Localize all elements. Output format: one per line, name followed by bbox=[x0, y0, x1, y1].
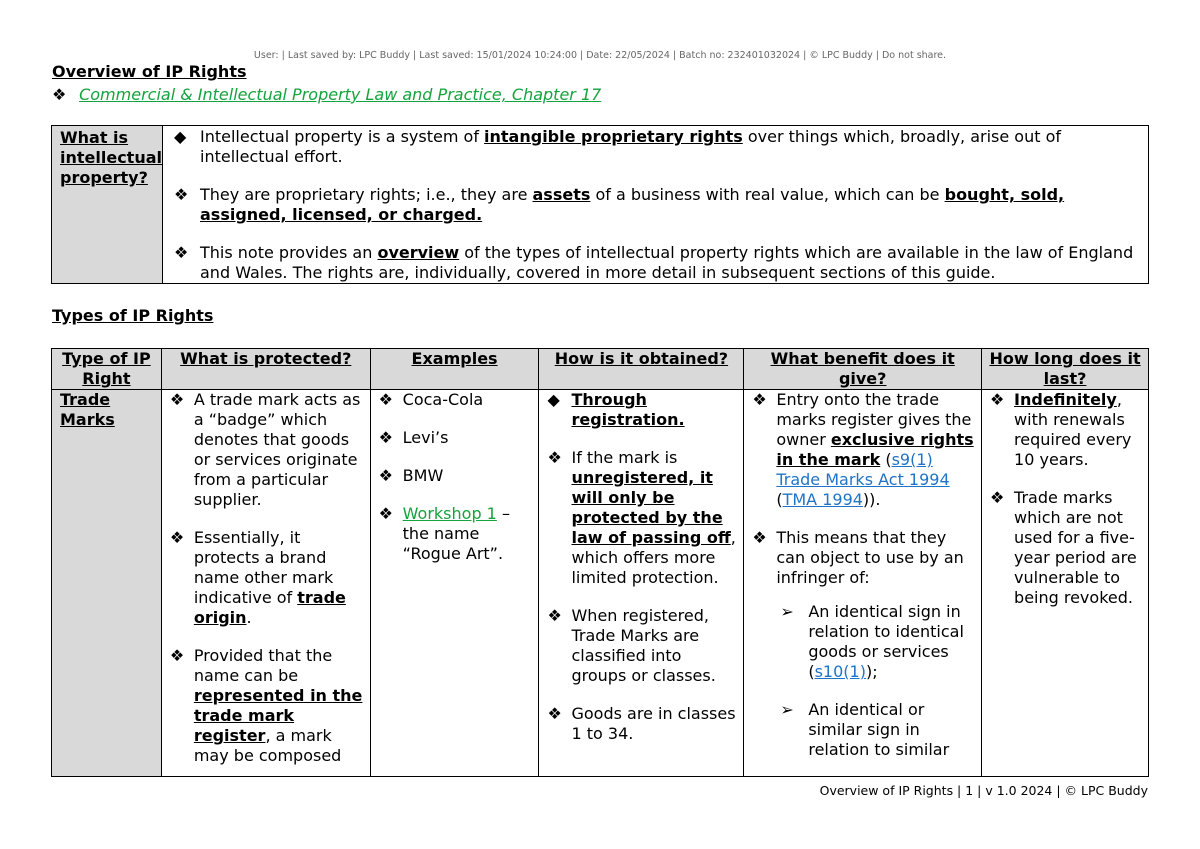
intro-heading: What is intellectual property? bbox=[52, 126, 163, 284]
clover-bullet-icon: ❖ bbox=[752, 528, 767, 547]
clover-bullet-icon: ❖ bbox=[378, 504, 393, 523]
clover-bullet-icon: ❖ bbox=[378, 466, 393, 485]
workshop-link[interactable]: Workshop 1 bbox=[402, 504, 497, 523]
col-header-type: Type of IP Right bbox=[52, 349, 162, 390]
tma-s9-link[interactable]: s9(1) Trade Marks Act 1994 bbox=[776, 450, 950, 489]
col-header-protected: What is protected? bbox=[161, 349, 370, 390]
cell-duration: ❖ Indefinitely, with renewals required every 10 years. ❖ Trade marks which are not used for a five-year period are vulnerable to being revoked. bbox=[982, 390, 1149, 777]
clover-bullet-icon: ❖ bbox=[378, 390, 393, 409]
clover-bullet-icon: ❖ bbox=[547, 704, 562, 723]
clover-bullet-icon: ❖ bbox=[378, 428, 393, 447]
row-heading-trade-marks: Trade Marks bbox=[52, 390, 162, 777]
cell-obtained: ◆ Through registration. ❖ If the mark is unregistered, it will only be protected by the law of passing off, which offers more limited protection. ❖ When registered, Trade Marks are classified into groups or classes. ❖ Goods are in classes 1 to 34. bbox=[539, 390, 744, 777]
intro-paragraph: ❖ This note provides an overview of the types of intellectual property rights which are available in the law of England and Wales. The rights are, individually, covered in more detail in subsequent sections of this guide. bbox=[171, 243, 1140, 283]
reference-line bbox=[52, 85, 601, 104]
clover-bullet-icon: ❖ bbox=[174, 185, 189, 204]
reference-link[interactable]: Commercial & Intellectual Property Law and Practice, Chapter 17 bbox=[79, 85, 602, 104]
document-meta-line: User: | Last saved by: LPC Buddy | Last saved: 15/01/2024 10:24:00 | Date: 22/05/2024 | Batch no: 232401032024 | © LPC Buddy | Do not share. bbox=[253, 50, 947, 61]
intro-paragraph: ❖ They are proprietary rights; i.e., they are assets of a business with real value, which can be bought, sold, assigned, licensed, or charged. bbox=[171, 185, 1140, 225]
page-footer: Overview of IP Rights | 1 | v 1.0 2024 | © LPC Buddy bbox=[819, 783, 1148, 798]
types-table bbox=[51, 348, 1149, 777]
diamond-bullet-icon: ◆ bbox=[174, 127, 187, 146]
intro-table bbox=[51, 125, 1149, 284]
table-row bbox=[52, 390, 1149, 777]
clover-bullet-icon: ❖ bbox=[547, 448, 562, 467]
intro-content bbox=[163, 126, 1149, 284]
col-header-duration: How long does it last? bbox=[982, 349, 1149, 390]
page-title: Overview of IP Rights bbox=[52, 62, 247, 81]
clover-bullet-icon: ❖ bbox=[169, 646, 185, 665]
clover-bullet-icon: ❖ bbox=[990, 390, 1005, 409]
col-header-benefit: What benefit does it give? bbox=[744, 349, 982, 390]
section-heading-types: Types of IP Rights bbox=[52, 306, 214, 325]
col-header-examples: Examples bbox=[370, 349, 539, 390]
clover-bullet-icon: ❖ bbox=[990, 488, 1005, 507]
cell-benefit: ❖ Entry onto the trade marks register gives the owner exclusive rights in the mark (s9(1) Trade Marks Act 1994 (TMA 1994)). ❖ This means that they can object to use by an infringer of: ➢ An identical sign in relation to identical goods or services (s10(1)); ➢ An identical or similar sign in relation to similar bbox=[744, 390, 982, 777]
cell-protected: ❖ A trade mark acts as a “badge” which denotes that goods or services originate from a particular supplier. ❖ Essentially, it protects a brand name other mark indicative of trade origin. ❖ Provided that the name can be represented in the trade mark register, a mark may be composed bbox=[161, 390, 370, 777]
arrow-bullet-icon: ➢ bbox=[780, 700, 794, 719]
clover-bullet-icon: ❖ bbox=[752, 390, 767, 409]
col-header-obtained: How is it obtained? bbox=[539, 349, 744, 390]
clover-bullet-icon: ❖ bbox=[174, 243, 189, 262]
clover-bullet-icon: ❖ bbox=[169, 528, 185, 547]
s10-link[interactable]: s10(1) bbox=[814, 662, 866, 681]
cell-examples: ❖ Coca-Cola ❖ Levi’s ❖ BMW ❖ Workshop 1 – the name “Rogue Art”. bbox=[370, 390, 539, 777]
tma-link[interactable]: TMA 1994 bbox=[782, 490, 863, 509]
clover-bullet-icon: ❖ bbox=[169, 390, 185, 409]
diamond-bullet-icon: ❖ bbox=[52, 85, 67, 104]
table-header-row bbox=[52, 349, 1149, 390]
diamond-bullet-icon: ◆ bbox=[547, 390, 560, 409]
intro-paragraph: ◆ Intellectual property is a system of intangible proprietary rights over things which, broadly, arise out of intellectual effort. bbox=[171, 127, 1140, 167]
clover-bullet-icon: ❖ bbox=[547, 606, 562, 625]
arrow-bullet-icon: ➢ bbox=[780, 602, 794, 621]
